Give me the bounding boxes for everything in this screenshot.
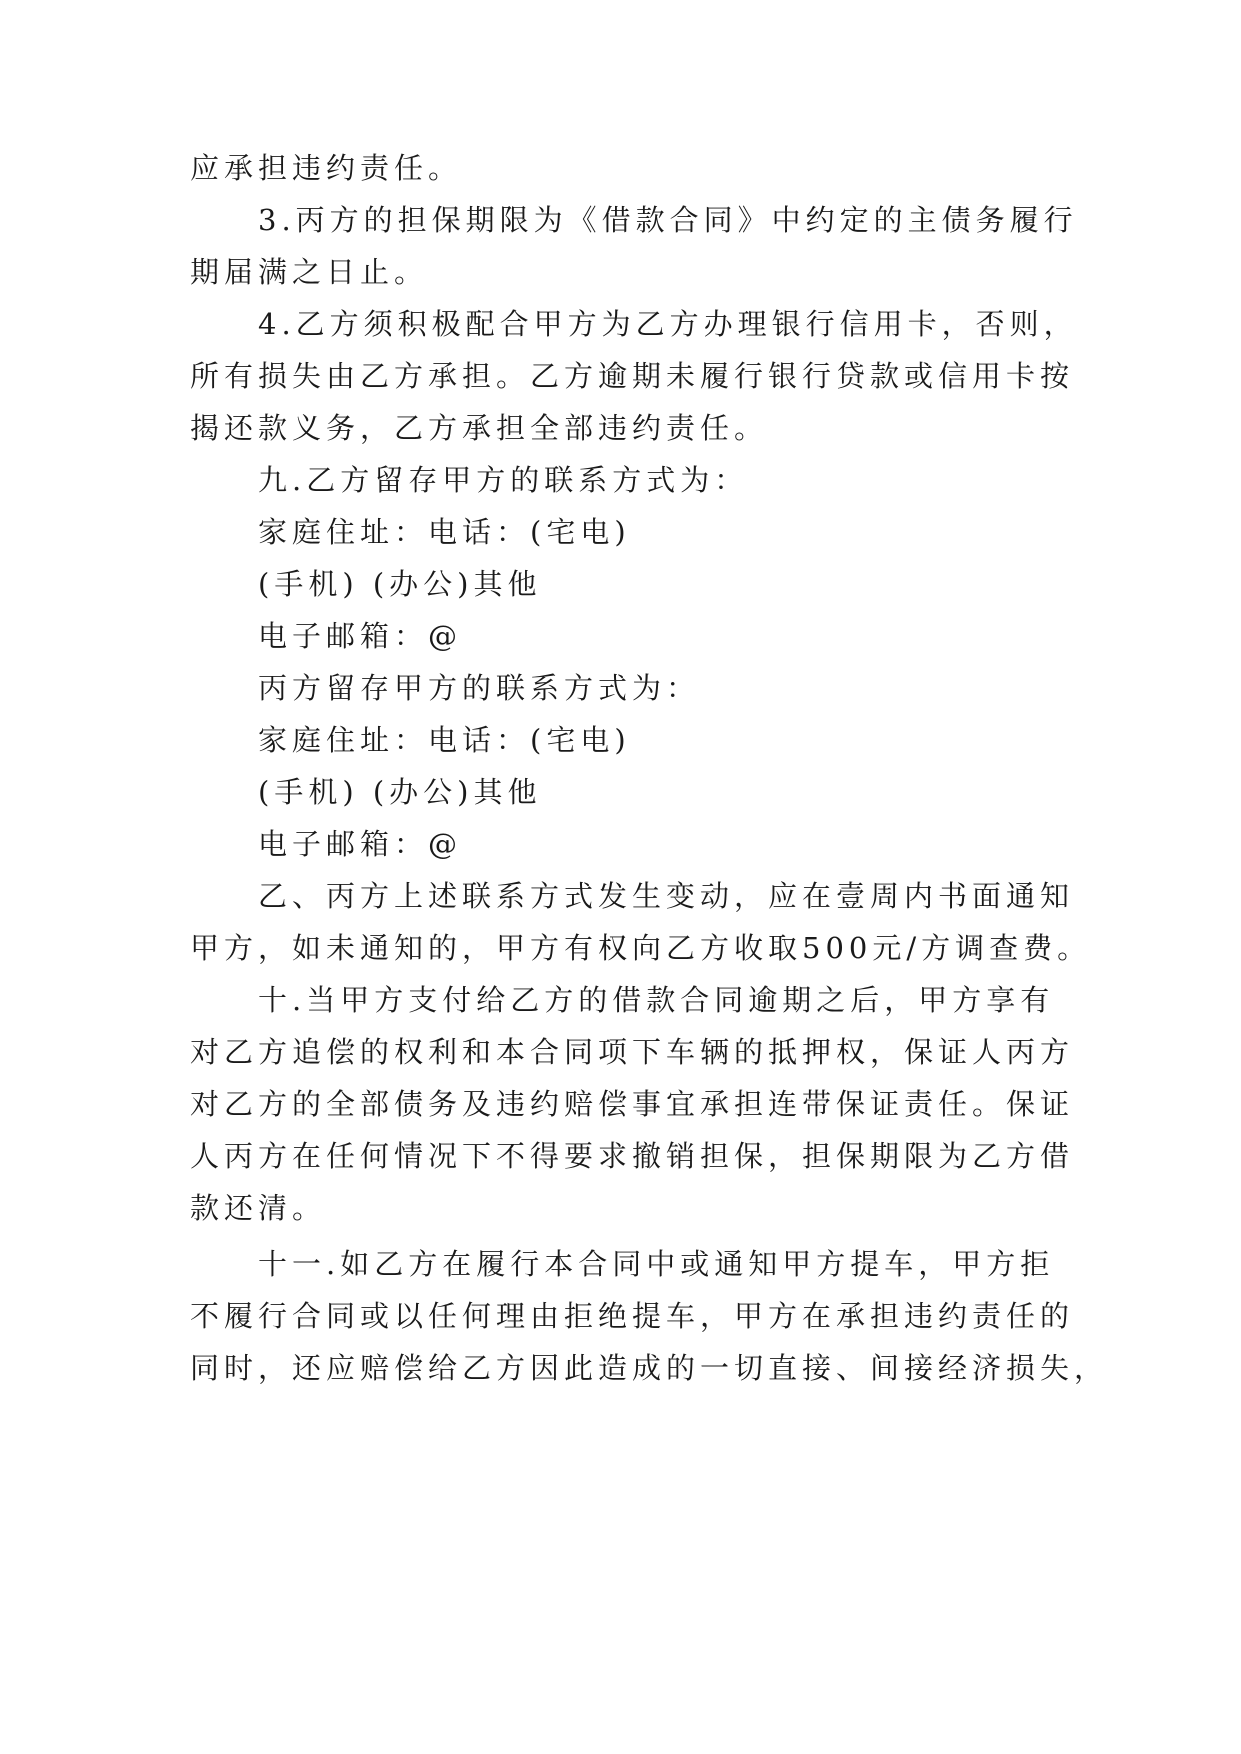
text-line: 3.丙方的担保期限为《借款合同》中约定的主债务履行 <box>258 203 1078 237</box>
text-line: 所有损失由乙方承担。乙方逾期未履行银行贷款或信用卡按 <box>190 359 1075 393</box>
text-line: 对乙方追偿的权利和本合同项下车辆的抵押权，保证人丙方 <box>190 1035 1075 1069</box>
text-line: (手机) (办公)其他 <box>258 567 542 601</box>
text-line: 乙、丙方上述联系方式发生变动，应在壹周内书面通知 <box>258 879 1075 913</box>
text-line: 揭还款义务，乙方承担全部违约责任。 <box>190 411 769 445</box>
text-line: 家庭住址：电话：(宅电) <box>258 723 631 757</box>
text-line: 对乙方的全部债务及违约赔偿事宜承担连带保证责任。保证 <box>190 1087 1075 1121</box>
text-line: 九.乙方留存甲方的联系方式为： <box>258 463 749 497</box>
text-line: 家庭住址：电话：(宅电) <box>258 515 631 549</box>
text-line: 不履行合同或以任何理由拒绝提车，甲方在承担违约责任的 <box>190 1299 1075 1333</box>
text-line: 4.乙方须积极配合甲方为乙方办理银行信用卡，否则， <box>258 307 1078 341</box>
text-line: 应承担违约责任。 <box>190 151 463 185</box>
text-line: 人丙方在任何情况下不得要求撤销担保，担保期限为乙方借 <box>190 1139 1075 1173</box>
text-line: 款还清。 <box>190 1191 327 1225</box>
text-line: 十.当甲方支付给乙方的借款合同逾期之后，甲方享有 <box>258 983 1055 1017</box>
text-line: 同时，还应赔偿给乙方因此造成的一切直接、间接经济损失， <box>190 1351 1109 1385</box>
text-line: (手机) (办公)其他 <box>258 775 542 809</box>
text-line: 期届满之日止。 <box>190 255 429 289</box>
text-line: 甲方，如未通知的，甲方有权向乙方收取500元/方调查费。 <box>190 931 1092 965</box>
text-line: 电子邮箱：@ <box>258 619 463 653</box>
text-line: 丙方留存甲方的联系方式为： <box>258 671 701 705</box>
text-line: 电子邮箱：@ <box>258 827 463 861</box>
text-line: 十一.如乙方在履行本合同中或通知甲方提车，甲方拒 <box>258 1247 1055 1281</box>
